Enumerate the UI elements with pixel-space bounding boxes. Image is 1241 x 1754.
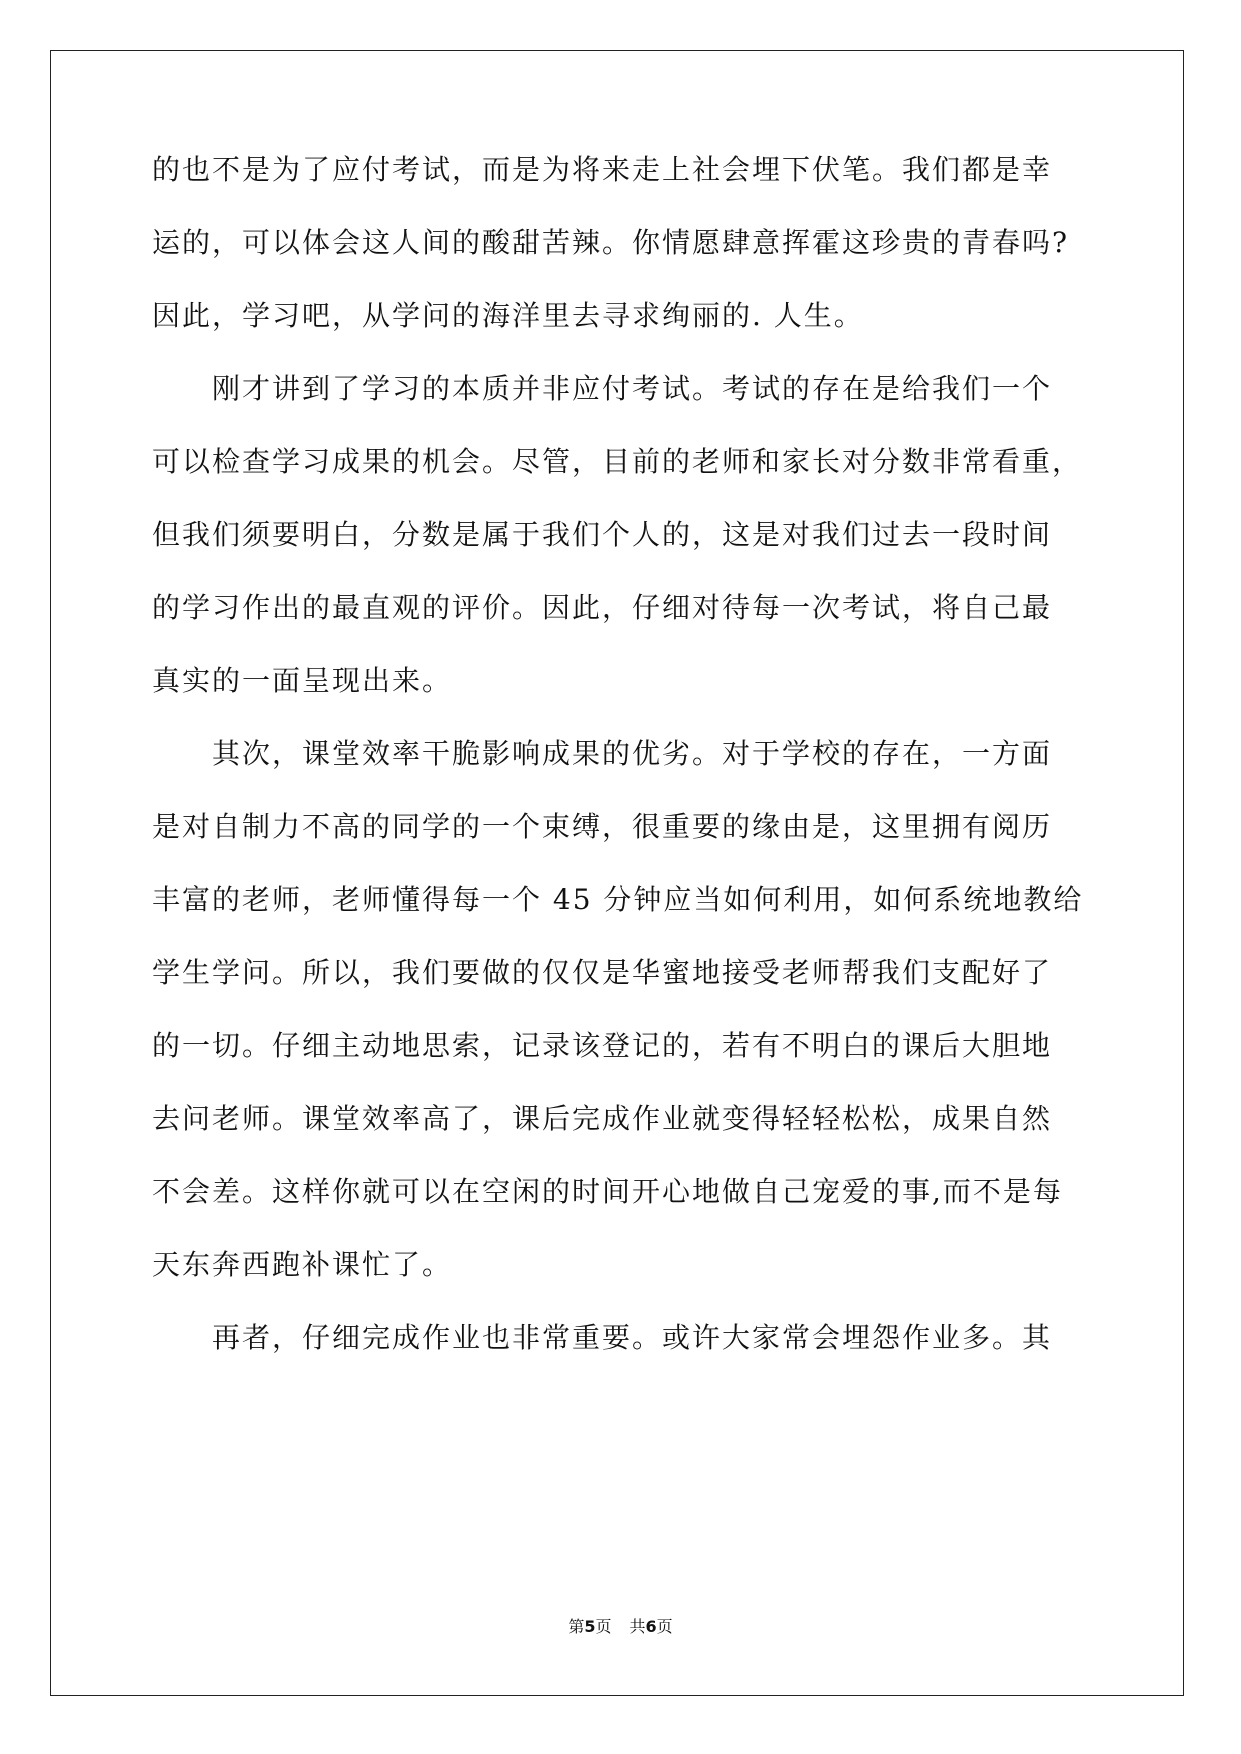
text-line-9: 其次，课堂效率干脆影响成果的优劣。对于学校的存在，一方面: [152, 737, 1053, 770]
text-line-6: 但我们须要明白，分数是属于我们个人的，这是对我们过去一段时间: [152, 518, 1053, 551]
page-suffix: 页: [595, 1617, 612, 1636]
text-line-1: 的也不是为了应付考试，而是为将来走上社会埋下伏笔。我们都是幸: [152, 153, 1053, 186]
text-line-14: 去问老师。课堂效率高了，课后完成作业就变得轻轻松松，成果自然: [152, 1102, 1053, 1135]
text-line-10: 是对自制力不高的同学的一个束缚，很重要的缘由是，这里拥有阅历: [152, 810, 1053, 843]
text-line-2: 运的，可以体会这人间的酸甜苦辣。你情愿肆意挥霍这珍贵的青春吗?: [152, 226, 1070, 259]
page-current: 5: [584, 1617, 596, 1636]
page-total: 6: [645, 1617, 657, 1636]
text-line-5: 可以检查学习成果的机会。尽管，目前的老师和家长对分数非常看重，: [152, 445, 1083, 478]
page-border: [50, 50, 1184, 1696]
text-line-13: 的一切。仔细主动地思索，记录该登记的，若有不明白的课后大胆地: [152, 1029, 1053, 1062]
text-line-8: 真实的一面呈现出来。: [152, 664, 453, 697]
text-line-16: 天东奔西跑补课忙了。: [152, 1248, 453, 1281]
text-line-12: 学生学问。所以，我们要做的仅仅是华蜜地接受老师帮我们支配好了: [152, 956, 1053, 989]
text-line-15: 不会差。这样你就可以在空闲的时间开心地做自己宠爱的事,而不是每: [152, 1175, 1063, 1208]
total-prefix: 共: [629, 1617, 646, 1636]
text-line-17: 再者，仔细完成作业也非常重要。或许大家常会埋怨作业多。其: [152, 1321, 1053, 1354]
text-line-7: 的学习作出的最直观的评价。因此，仔细对待每一次考试，将自己最: [152, 591, 1053, 624]
total-suffix: 页: [656, 1617, 673, 1636]
text-line-4: 刚才讲到了学习的本质并非应付考试。考试的存在是给我们一个: [152, 372, 1053, 405]
text-line-11: 丰富的老师，老师懂得每一个 45 分钟应当如何利用，如何系统地教给: [152, 883, 1084, 916]
text-line-3: 因此，学习吧，从学问的海洋里去寻求绚丽的. 人生。: [152, 299, 864, 332]
page-prefix: 第: [568, 1617, 585, 1636]
page-footer: [0, 1617, 1241, 1637]
